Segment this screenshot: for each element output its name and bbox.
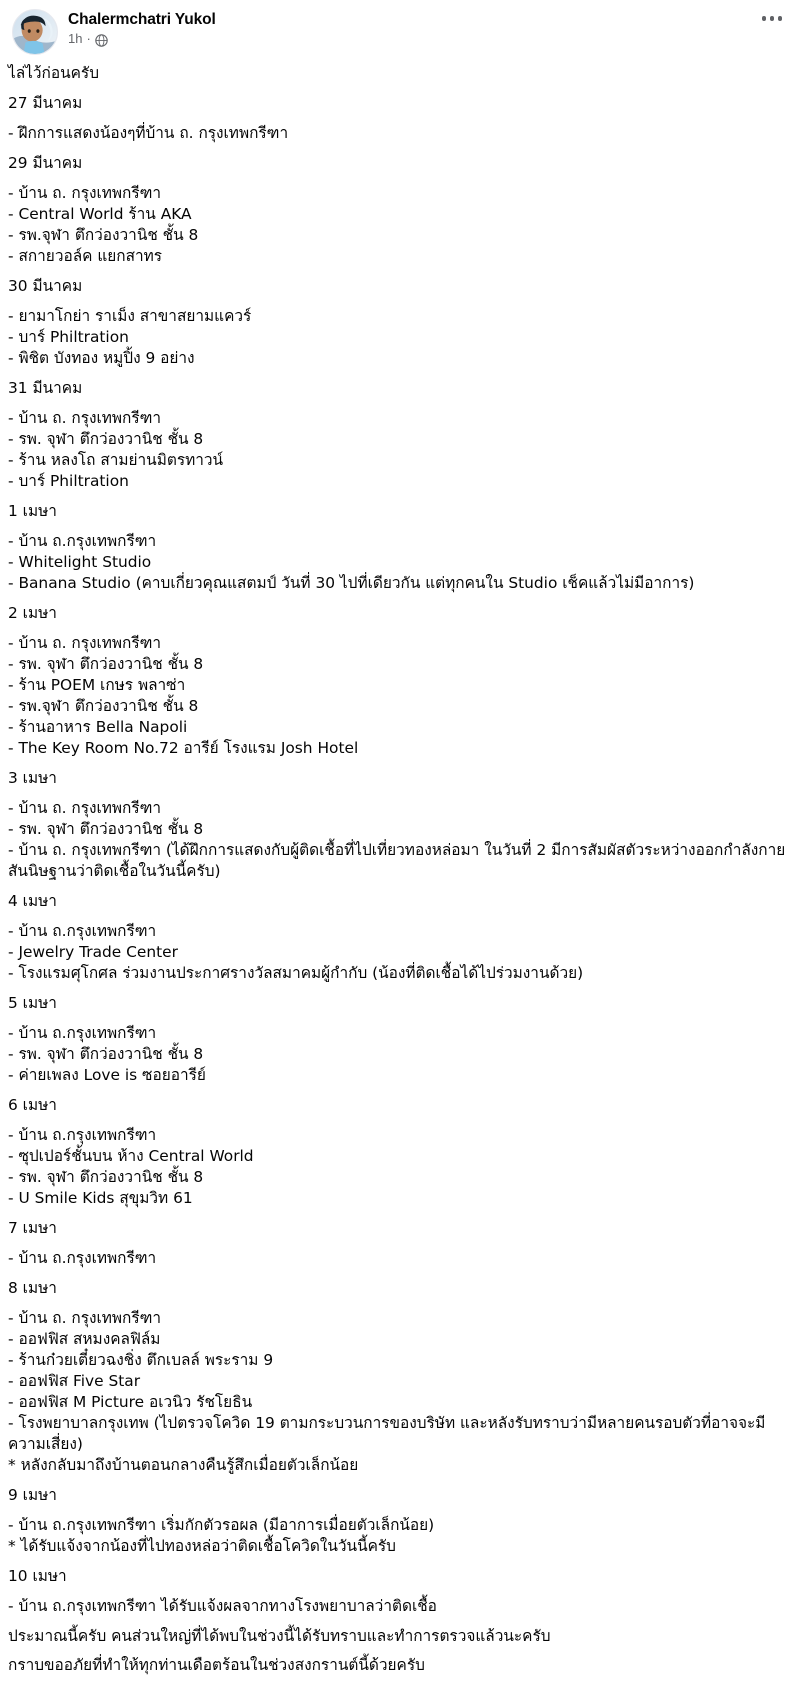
location-item: - บ้าน ถ.กรุงเทพกรีฑา เริ่มกักตัวรอผล (มีอาการเมื่อยตัวเล็กน้อย) (8, 1516, 435, 1534)
line-spacer (8, 1014, 786, 1023)
post-author-block (68, 9, 216, 47)
more-options-icon[interactable] (762, 16, 783, 21)
line-spacer (8, 1086, 786, 1095)
location-item: - บ้าน ถ. กรุงเทพกรีฑา (8, 184, 162, 202)
location-item: - Banana Studio (คาบเกี่ยวคุณแสตมป์ วันที่ 30 ไปที่เดียวกัน แต่ทุกคนใน Studio เช็คแล้วไม่มีอาการ) (8, 574, 695, 592)
post-body (0, 59, 800, 1686)
post-intro-line: ไล่ไว้ก่อนครับ (8, 64, 99, 82)
line-spacer (8, 144, 786, 153)
location-item: - Central World ร้าน AKA (8, 205, 192, 223)
location-item: - ออฟฟิส Five Star (8, 1372, 141, 1390)
location-item: - ร้าน POEM เกษร พลาซ่า (8, 676, 186, 694)
date-heading: 30 มีนาคม (8, 277, 83, 295)
location-item: - Whitelight Studio (8, 553, 152, 571)
location-item: - รพ. จุฬา ตึกว่องวานิช ชั้น 8 (8, 655, 204, 673)
line-spacer (8, 1239, 786, 1248)
line-spacer (8, 1476, 786, 1485)
line-spacer (8, 882, 786, 891)
date-heading: 10 เมษา (8, 1567, 67, 1585)
line-spacer (8, 1209, 786, 1218)
location-item: - ซุปเปอร์ชั้นบน ห้าง Central World (8, 1147, 254, 1165)
dot (770, 16, 775, 21)
location-item: - U Smile Kids สุขุมวิท 61 (8, 1189, 193, 1207)
location-item: - ร้าน หลงโถ สามย่านมิตรทาวน์ (8, 451, 224, 469)
line-spacer (8, 297, 786, 306)
line-spacer (8, 1587, 786, 1596)
line-spacer (8, 594, 786, 603)
location-item: * ได้รับแจ้งจากน้องที่ไปทองหล่อว่าติดเชื้อโควิดในวันนี้ครับ (8, 1537, 396, 1555)
dot (762, 16, 767, 21)
location-item: - โรงพยาบาลกรุงเทพ (ไปตรวจโควิด 19 ตามกระบวนการของบริษัท และหลังรับทราบว่ามีหลายคนรอบตัวที่อาจจะมีความเสี่ยง) (8, 1414, 766, 1453)
line-spacer (8, 984, 786, 993)
date-heading: 31 มีนาคม (8, 379, 83, 397)
location-item: - รพ.จุฬา ตึกว่องวานิช ชั้น 8 (8, 226, 199, 244)
location-item: * หลังกลับมาถึงบ้านตอนกลางคืนรู้สึกเมื่อยตัวเล็กน้อย (8, 1456, 359, 1474)
line-spacer (8, 1557, 786, 1566)
post-header (0, 0, 800, 59)
location-item: - บ้าน ถ.กรุงเทพกรีฑา (8, 1126, 157, 1144)
line-spacer (8, 492, 786, 501)
location-item: - สกายวอล์ค แยกสาทร (8, 247, 163, 265)
closing-line: ประมาณนี้ครับ คนส่วนใหญ่ที่ได้พบในช่วงนี้ได้รับทราบและทำการตรวจแล้วนะครับ (8, 1627, 551, 1645)
date-heading: 7 เมษา (8, 1219, 57, 1237)
date-heading: 8 เมษา (8, 1279, 57, 1297)
line-spacer (8, 1269, 786, 1278)
location-item: - บ้าน ถ. กรุงเทพกรีฑา (8, 634, 162, 652)
location-item: - Jewelry Trade Center (8, 943, 178, 961)
line-spacer (8, 624, 786, 633)
location-item: - The Key Room No.72 อารีย์ โรงแรม Josh Hotel (8, 739, 359, 757)
location-item: - รพ. จุฬา ตึกว่องวานิช ชั้น 8 (8, 430, 204, 448)
location-item: - บ้าน ถ.กรุงเทพกรีฑา (8, 532, 157, 550)
location-item: - ร้านอาหาร Bella Napoli (8, 718, 188, 736)
location-item: - ร้านก๋วยเตี๋ยวฉงชิ่ง ตึกเบลล์ พระราม 9 (8, 1351, 274, 1369)
date-heading: 5 เมษา (8, 994, 57, 1012)
line-spacer (8, 912, 786, 921)
dot (778, 16, 783, 21)
line-spacer (8, 1647, 786, 1655)
location-item: - บ้าน ถ.กรุงเทพกรีฑา (8, 1024, 157, 1042)
location-item: - บ้าน ถ. กรุงเทพกรีฑา (8, 409, 162, 427)
date-heading: 6 เมษา (8, 1096, 57, 1114)
location-item: - รพ. จุฬา ตึกว่องวานิช ชั้น 8 (8, 1168, 204, 1186)
line-spacer (8, 399, 786, 408)
location-item: - บ้าน ถ. กรุงเทพกรีฑา (8, 799, 162, 817)
date-heading: 3 เมษา (8, 769, 57, 787)
line-spacer (8, 1617, 786, 1626)
line-spacer (8, 522, 786, 531)
line-spacer (8, 1116, 786, 1125)
line-spacer (8, 84, 786, 93)
location-item: - บ้าน ถ.กรุงเทพกรีฑา ได้รับแจ้งผลจากทางโรงพยาบาลว่าติดเชื้อ (8, 1597, 437, 1615)
location-item: - พิชิต บังทอง หมูปิ้ง 9 อย่าง (8, 349, 195, 367)
location-item: - บ้าน ถ. กรุงเทพกรีฑา (8, 1309, 162, 1327)
location-item: - รพ. จุฬา ตึกว่องวานิช ชั้น 8 (8, 1045, 204, 1063)
line-spacer (8, 789, 786, 798)
line-spacer (8, 267, 786, 276)
date-heading: 1 เมษา (8, 502, 57, 520)
post-timestamp[interactable]: 1h (68, 31, 83, 46)
line-spacer (8, 114, 786, 123)
date-heading: 29 มีนาคม (8, 154, 83, 172)
author-name[interactable]: Chalermchatri Yukol (68, 11, 216, 28)
location-item: - บ้าน ถ.กรุงเทพกรีฑา (8, 922, 157, 940)
location-item: - ยามาโกย่า ราเม็ง สาขาสยามแควร์ (8, 307, 252, 325)
date-heading: 9 เมษา (8, 1486, 57, 1504)
location-item: - บาร์ Philtration (8, 328, 129, 346)
closing-line: กราบขออภัยที่ทำให้ทุกท่านเดือตร้อนในช่วงสงกรานต์นี้ด้วยครับ (8, 1656, 425, 1674)
line-spacer (8, 369, 786, 378)
date-heading: 27 มีนาคม (8, 94, 83, 112)
location-item: - รพ. จุฬา ตึกว่องวานิช ชั้น 8 (8, 820, 204, 838)
line-spacer (8, 1299, 786, 1308)
globe-icon[interactable] (95, 34, 108, 47)
location-item: - รพ.จุฬา ตึกว่องวานิช ชั้น 8 (8, 697, 199, 715)
date-heading: 4 เมษา (8, 892, 57, 910)
avatar[interactable] (12, 9, 58, 55)
location-item: - ฝึกการแสดงน้องๆที่บ้าน ถ. กรุงเทพกรีฑา (8, 124, 289, 142)
location-item: - บาร์ Philtration (8, 472, 129, 490)
location-item: - ออฟฟิส M Picture อเวนิว รัชโยธิน (8, 1393, 253, 1411)
line-spacer (8, 174, 786, 183)
user-avatar-photo (13, 10, 57, 54)
post-meta (68, 31, 216, 47)
line-spacer (8, 1506, 786, 1515)
location-item: - บ้าน ถ. กรุงเทพกรีฑา (ได้ฝึกการแสดงกับผู้ติดเชื้อที่ไปเที่ยวทองหล่อมา ในวันที่ 2 มีการสัมผัสตัวระหว่างออกกำลังกาย สันนิษฐานว่าติดเชื้อในวันนี้ครับ) (8, 841, 791, 880)
line-spacer (8, 759, 786, 768)
meta-separator: · (86, 31, 91, 46)
location-item: - ค่ายเพลง Love is ซอยอารีย์ (8, 1066, 206, 1084)
location-item: - บ้าน ถ.กรุงเทพกรีฑา (8, 1249, 157, 1267)
date-heading: 2 เมษา (8, 604, 57, 622)
location-item: - โรงแรมศุโกศล ร่วมงานประกาศรางวัลสมาคมผู้กำกับ (น้องที่ติดเชื้อได้ไปร่วมงานด้วย) (8, 964, 584, 982)
location-item: - ออฟฟิส สหมงคลฟิล์ม (8, 1330, 161, 1348)
